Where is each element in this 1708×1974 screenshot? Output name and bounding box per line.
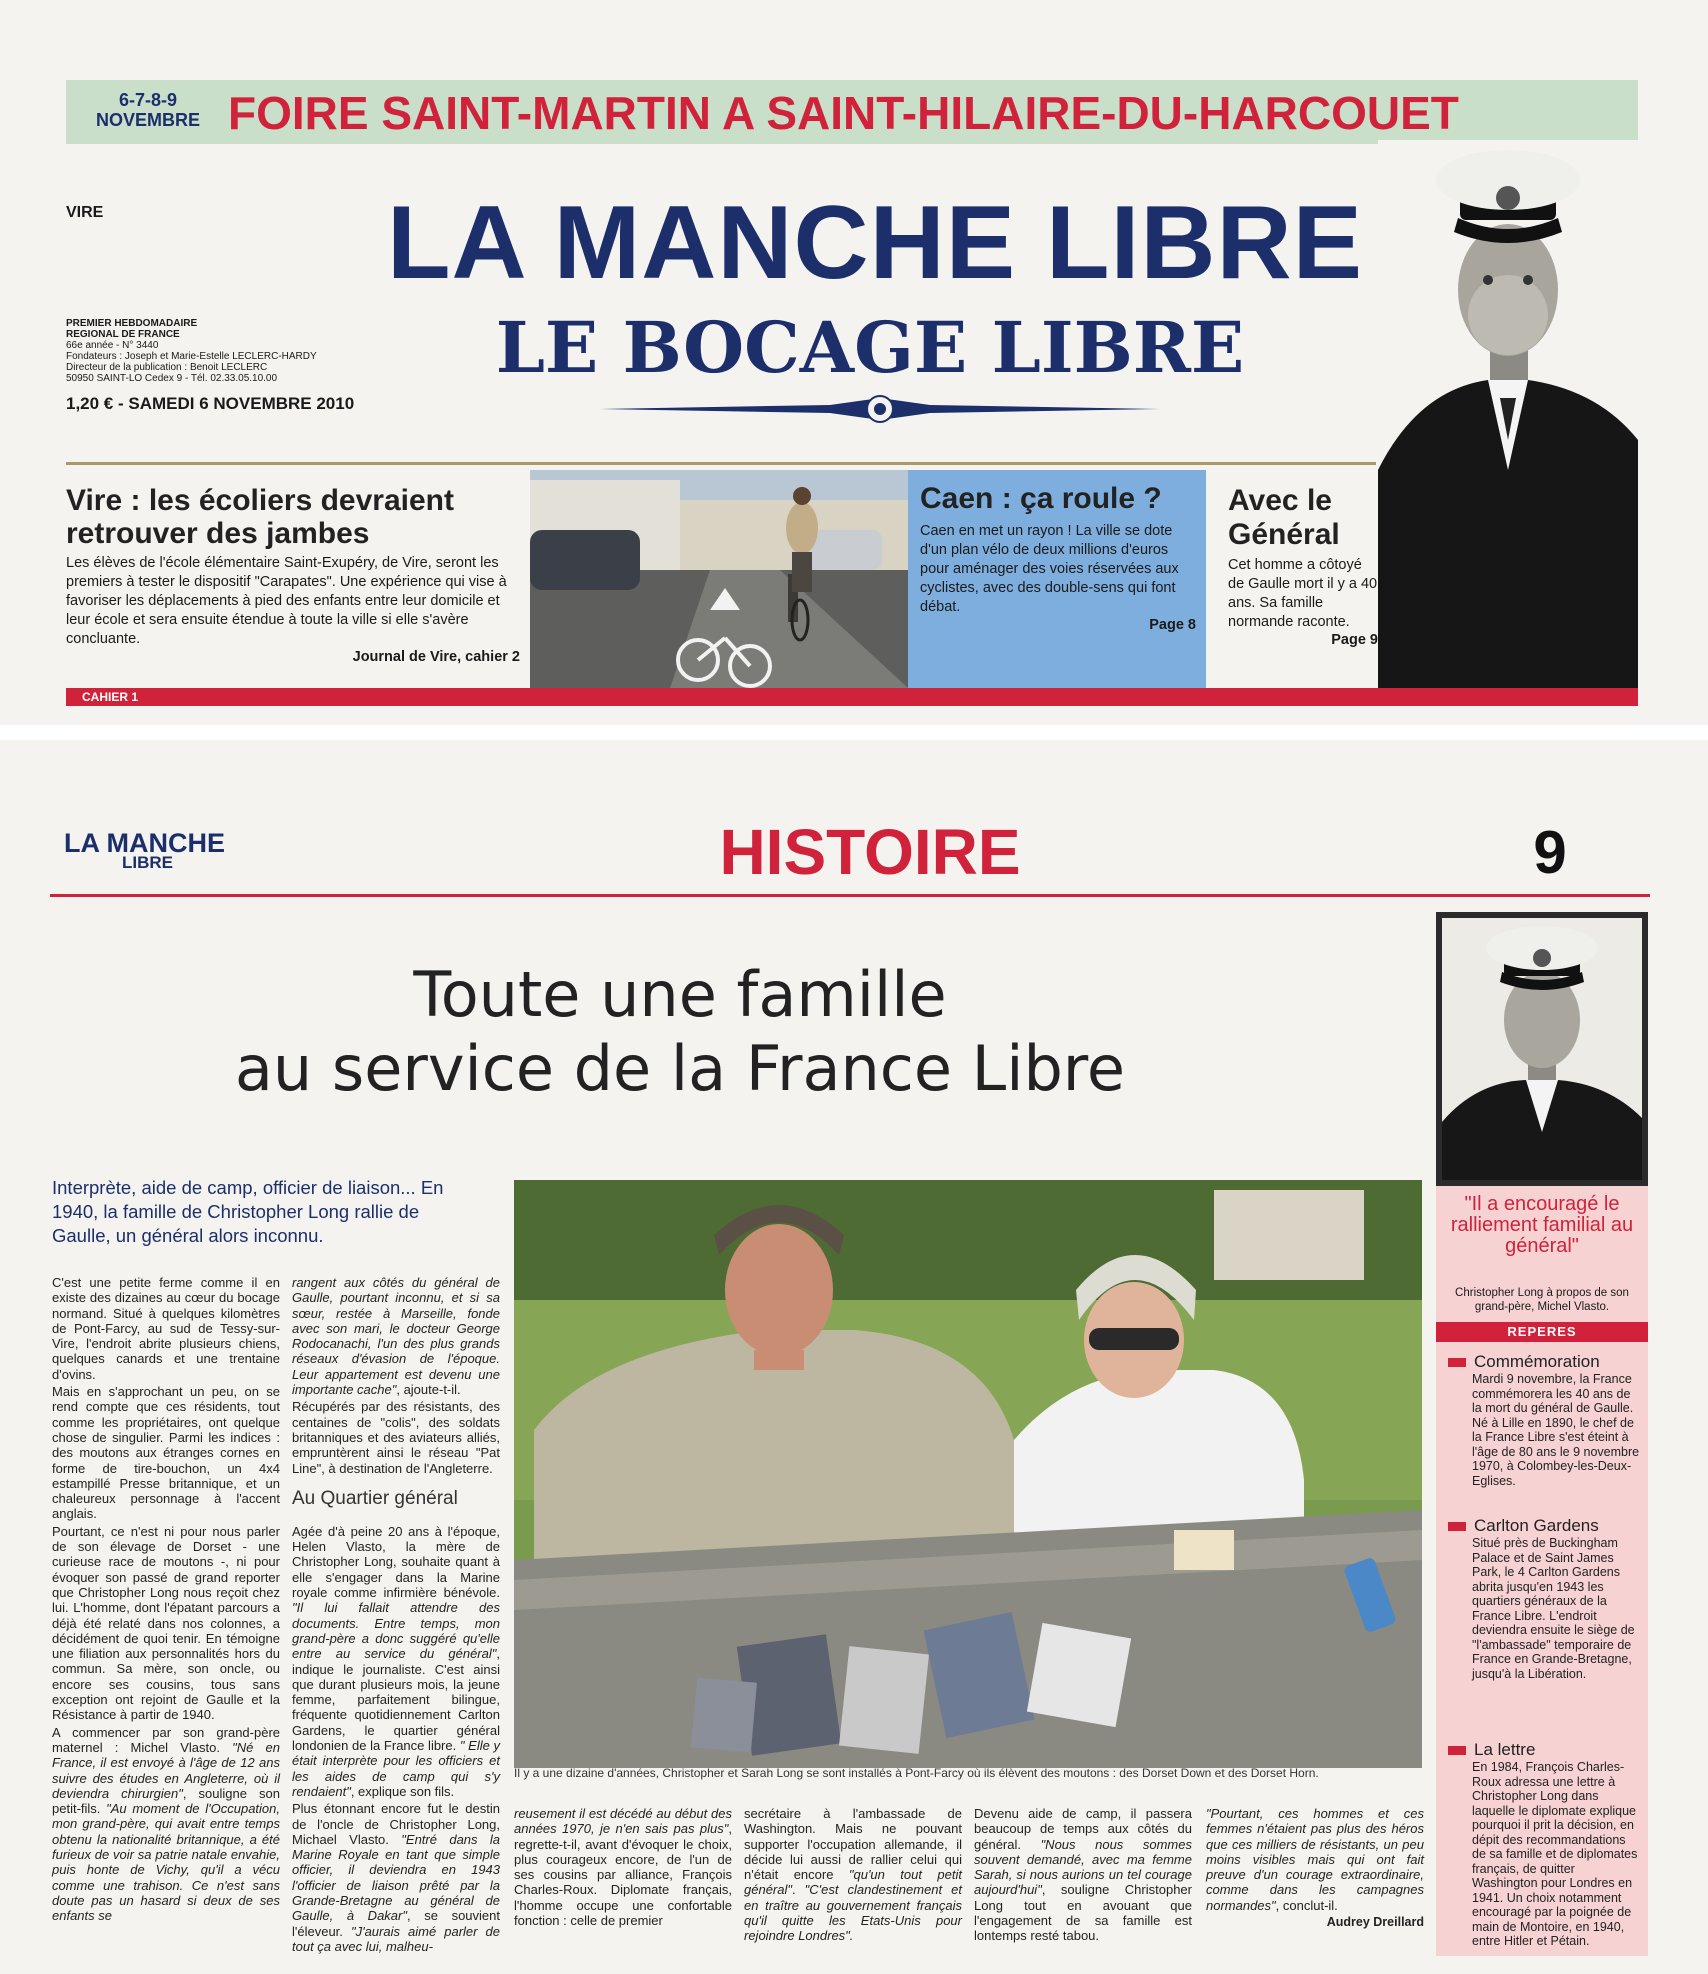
sidebar-box [1436,1186,1648,1956]
paragraph: Mais en s'approchant un peu, on se rend compte que ces résidents, tout comme les propriétaires, ont quelque chose de singulier. Parmi les indices : des moutons aux étranges cornes en forme de tire-bouchon, un 4x4 estampillé Presse britannique, et un chaleureux personnage à l'accent anglais. [52,1384,280,1522]
section-label: CAHIER 1 [82,690,139,704]
city-label: VIRE [66,204,104,221]
paragraph [292,1275,500,1397]
divider [50,894,1650,897]
quote-run: "C'est clandestinement et en traître au gouvernement français qu'il quitte les Etats-Unis pour rejoindre Londres". [744,1882,962,1944]
reperes-item [1448,1740,1642,1949]
author-signature: Audrey Dreillard [1326,1915,1424,1930]
reperes-item-title [1448,1740,1642,1760]
article-subheading: Au Quartier général [292,1487,458,1509]
fair-dates-line2: NOVEMBRE [95,110,200,130]
article-column [514,1806,732,1930]
reperes-item-text: Mardi 9 novembre, la France commémorera les 40 ans de la mort du général de Gaulle. Né à Lille en 1890, le chef de la France Libre s'est éteint à l'âge de 80 ans le 9 novembre 1970, à Colombey-les-Deux-Eglises. [1472,1372,1640,1488]
fair-banner [66,80,1638,144]
text-run: , explique son fils. [350,1783,455,1799]
pull-quote-attribution: Christopher Long à propos de son grand-père, Michel Vlasto. [1455,1287,1629,1313]
publisher-line: 50950 SAINT-LO Cedex 9 - Tél. 02.33.05.10.00 [66,373,278,384]
naval-officer-portrait-small [1436,912,1648,1186]
quote-run: reusement il est décédé au début des années 1970, je n'en sais pas plus" [514,1806,732,1837]
text-run: , se souvient l'éleveur. [292,1908,500,1939]
divider [66,462,1376,465]
quote-run: "Né en France, il est envoyé à l'âge de 12 ans suivre des études en Angleterre, où il deviendra chirurgien" [52,1739,280,1801]
reperes-title-text: Carlton Gardens [1474,1516,1599,1535]
fair-dates [88,90,208,130]
paragraph [1206,1806,1424,1913]
publisher-line: PREMIER HEBDOMADAIRE [66,318,198,329]
publisher-line: REGIONAL DE FRANCE [66,329,180,340]
reperes-item [1448,1516,1642,1681]
masthead-subtitle: LE BOCAGE LIBRE [495,306,1245,389]
paragraph [974,1806,1192,1944]
article-title-line2: au service de la France Libre [234,1032,1126,1105]
article-column [744,1806,962,1946]
article-column [1206,1806,1424,1930]
article-column [974,1806,1192,1946]
text-run: , souligne Christopher Long tout en avouant que l'engagement de sa famille est lontemps resté tabou. [974,1882,1192,1944]
publisher-line: Fondateurs : Joseph et Marie-Estelle LECLERC-HARDY [66,351,317,362]
quote-run: "Entré dans la Marine Royale en tant que simple officier, il deviendra en 1943 l'officier de liaison prêté par la Grande-Bretagne au général de Gaulle, à Dakar" [292,1831,501,1924]
teaser-reference: Page 9 [1331,632,1378,648]
teaser-title: Vire : les écoliers devraient retrouver des jambes [66,484,454,550]
paragraph [292,1801,500,1954]
christopher-sarah-long-photo [514,1180,1422,1768]
red-square-icon [1448,1746,1466,1755]
text-run: , conclut-il. [1275,1897,1338,1913]
reperes-title-text: Commémoration [1474,1352,1600,1371]
paragraph: Pourtant, ce n'est ni pour nous parler de son élevage de Dorset - une curieuse race de moutons -, ni pour évoquer son passé de grand reporter que Christopher Long nous reçoit chez lui. L'homme, dont l'épatant parcours a déjà été relaté dans nos colonnes, a décidément de quoi tenir. En témoigne une filiation aux personnalités hors du commun. Sa mère, son oncle, ou encore ses cousins, tous sans exception ont rejoint de Gaulle et la Résistance à partir de 1940. [52,1523,280,1723]
pull-quote: "Il a encouragé le ralliement familial au général" [1450,1193,1634,1257]
logo-line2: LIBRE [122,853,173,872]
quote-run: "Pourtant, ces hommes et ces femmes n'étaient pas plus des héros que ces milliers de résistants, un peu moins visibles mais qui ont fait preuve d'un courage extraordinaire, comme dans les campagnes normandes" [1206,1806,1424,1913]
front-page [0,0,1708,725]
fair-dates-line1: 6-7-8-9 [118,90,178,110]
paragraph: C'est une petite ferme comme il en existe des dizaines au cœur du bocage normand. Situé à quelques kilomètres de Pont-Farcy, au sud de Tessy-sur-Vire, l'endroit abrite plusieurs chiens, quelques canards et une trentaine d'ovins. [52,1275,280,1382]
publisher-line: Directeur de la publication : Benoit LECLERC [66,362,268,373]
masthead-ornament-icon [600,394,1160,424]
reperes-item-title [1448,1352,1642,1372]
text-run: A commencer par son grand-père maternel : Michel Vlasto. [52,1724,280,1755]
fair-title: FOIRE SAINT-MARTIN A SAINT-HILAIRE-DU-HARCOUET [228,87,1459,139]
article-column [292,1275,500,1956]
reperes-item-text: Situé près de Buckingham Palace et de Saint James Park, le 4 Carlton Gardens abrita jusqu'en 1943 les quartiers généraux de la France Libre. L'endroit deviendra ensuite le siège de "l'ambassade" temporaire de France en Grande-Bretagne, jusqu'à la Libération. [1472,1536,1635,1681]
paragraph [52,1725,280,1924]
article-title-line1: Toute une famille [413,958,947,1031]
logo-line1: LA MANCHE [64,828,225,858]
paragraph: Récupérés par des résistants, des centaines de "colis", des soldats britanniques et des aviateurs alliés, empruntèrent ainsi le réseau "Pat Line", à destination de l'Angleterre. [292,1399,500,1476]
section-title: HISTOIRE [719,816,1021,888]
quote-run: "Il lui fallait attendre des documents. Entre temps, mon grand-père a donc suggéré qu'elle entre au service du général" [292,1600,500,1662]
reperes-item-text: En 1984, François Charles-Roux adressa une lettre à Christopher Long dans laquelle le diplomate explique pourquoi il prit la décision, en dépit des recommandations de sa famille et de diplomates français, de quitter Washington pour Londres en 1941. Un choix notamment encouragé par la poignée de main de Montoire, en 1940, entre Hitler et Pétain. [1472,1760,1638,1948]
naval-officer-portrait [1378,140,1638,688]
reperes-title-text: La lettre [1474,1740,1536,1759]
teaser-text: Cet homme a côtoyé de Gaulle mort il y a 40 ans. Sa famille normande raconte. [1228,557,1378,630]
cycle-lane-photo [530,470,908,688]
newspaper-logo [64,828,254,878]
teaser-text: Les élèves de l'école élémentaire Saint-Exupéry, de Vire, seront les premiers à tester le dispositif "Carapates". Une expérience qui vise à favoriser les déplacements à pied des enfants entre leur domicile et leur école et sera ensuite étendue à toute la ville si elle s'avère concluante. [66,555,507,647]
reperes-header: REPERES [1436,1322,1648,1342]
text-run: . [791,1882,805,1898]
price-date: 1,20 € - SAMEDI 6 NOVEMBRE 2010 [66,394,355,413]
reperes-item [1448,1352,1642,1488]
teaser-reference: Page 8 [1149,617,1196,633]
text-run: Plus étonnant encore fut le destin de l'oncle de Christopher Long, Michael Vlasto. [292,1801,500,1847]
teaser-text: Caen en met un rayon ! La ville se dote d'un plan vélo de deux millions d'euros pour aménager des voies réservées aux cyclistes, avec des double-sens qui font débat. [920,523,1179,615]
text-run: secrétaire à l'ambassade de Washington. Mais ne pouvant supporter l'occupation allemande, il décide lui aussi de rallier celui qui n'était encore [744,1806,962,1883]
text-run: , ajoute-t-il. [396,1382,461,1398]
quote-run: "Nous nous sommes souvent demandé, avec ma femme Sarah, si nous aurions un tel courage aujourd'hui" [974,1836,1192,1898]
quote-run: "qu'un tout petit général" [744,1867,962,1898]
quote-run: rangent aux côtés du général de Gaulle, pourtant inconnu, et si sa sœur, restée à Marseille, fonde avec son mari, le docteur George Rodocanachi, l'un des plus grands réseaux d'évasion de l'époque. Leur appartement est devenu une importante cache" [292,1275,500,1398]
text-run: , regrette-t-il, avant d'évoquer le choix, plus courageux encore, de l'un de ses cousins par alliance, François Charles-Roux. Diplomate français, l'homme occupe une confortable fonction : celle de premier [514,1821,732,1929]
page-number: 9 [1533,819,1567,886]
teaser-vire [66,484,520,665]
masthead-title: LA MANCHE LIBRE [387,185,1363,301]
article-lead: Interprète, aide de camp, officier de liaison... En 1940, la famille de Christopher Long rallie de Gaulle, un général alors inconnu. [52,1177,444,1246]
quote-run: "Au moment de l'Occupation, mon grand-père, qui avait entre temps obtenu la nationalité britannique, a été furieux de voir sa patrie natale envahie, puis honte de Vichy, qu'il a vécu comme une trahison. Ce n'est sans doute pas un hasard si deux de ses enfants se [52,1801,281,1924]
text-run: Agée d'à peine 20 ans à l'époque, Helen Vlasto, la mère de Christopher Long, souhaite quant à elle s'engager dans la Marine royale comme infirmière bénévole. [292,1523,500,1601]
reperes-item-title [1448,1516,1642,1536]
publisher-info [66,318,406,384]
red-square-icon [1448,1522,1466,1531]
text-run: , souligne son petit-fils. [52,1785,280,1817]
publisher-line: 66e année - N° 3440 [66,340,159,351]
teaser-reference: Journal de Vire, cahier 2 [352,649,520,665]
quote-run: "J'aurais aimé parler de tout ça avec lui, malheu- [292,1923,501,1954]
red-square-icon [1448,1358,1466,1367]
article-column [52,1275,280,1925]
paragraph [744,1806,962,1944]
section-bar [66,688,1638,706]
text-run: Devenu aide de camp, il passera beaucoup de temps aux côtés du général. [974,1806,1192,1852]
teaser-title: Caen : ça roule ? [920,482,1162,515]
teaser-title: Avec le Général [1228,484,1340,551]
article-page [0,740,1708,1974]
photo-caption: Il y a une dizaine d'années, Christopher et Sarah Long se sont installés à Pont-Farcy où ils élèvent des moutons : des Dorset Down et des Dorset Horn. [514,1766,1319,1780]
paragraph [292,1524,500,1799]
teaser-general [1228,484,1378,648]
text-run: , indique le journaliste. C'est ainsi que durant plusieurs mois, la jeune femme, parfaitement bilingue, fréquente quotidiennement Carlton Gardens, le quartier général londonien de la France libre. [292,1646,500,1754]
article-title [180,958,1180,1106]
teaser-caen [908,470,1206,688]
quote-run: " Elle y était interprète pour les officiers et les aides de camp qui s'y rendaient" [292,1738,500,1799]
paragraph [514,1806,732,1928]
